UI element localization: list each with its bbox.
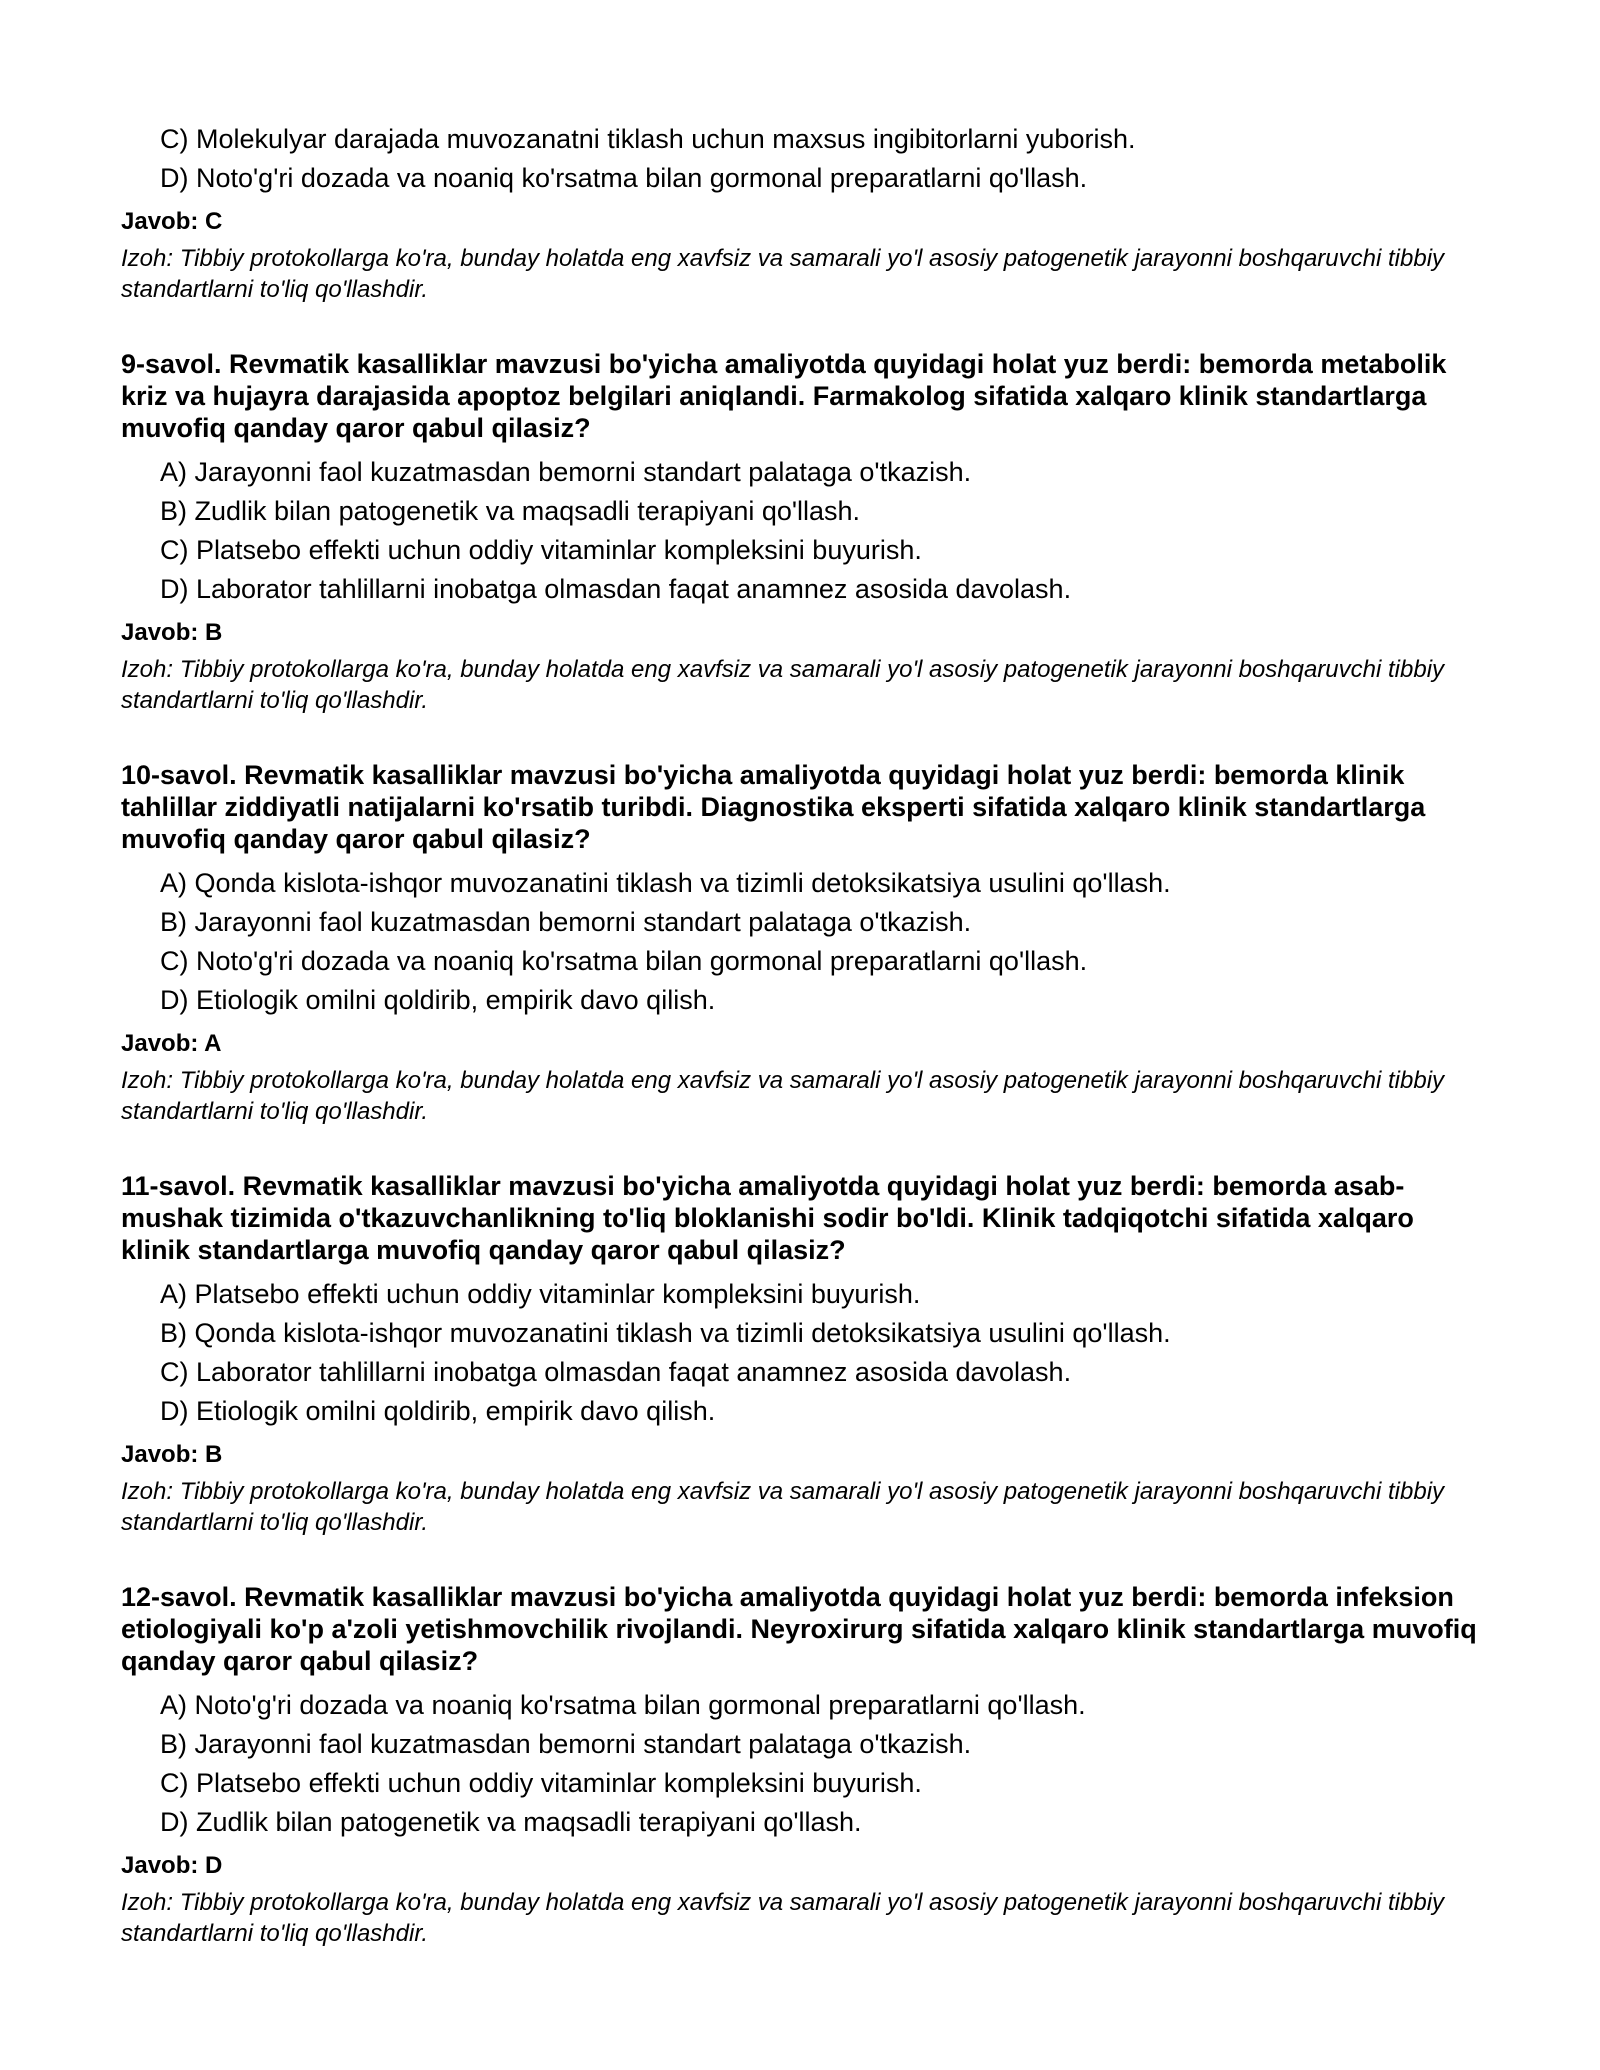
option-b: B) Zudlik bilan patogenetik va maqsadli terapiyani qo'llash. — [160, 496, 861, 526]
question-title: 10-savol. Revmatik kasalliklar mavzusi bo'yicha amaliyotda quyidagi holat yuz berdi: bemorda klinik tahlillar ziddiyatli natijalarni ko'rsatib turibdi. Diagnostika eksperti sifatida xalqaro klinik standartlarga muvofiq qanday qaror qabul qilasiz? — [121, 760, 1426, 854]
answer-label: Javob: B — [121, 619, 223, 646]
explanation-note: Izoh: Tibbiy protokollarga ko'ra, bunday holatda eng xavfsiz va samarali yo'l asosiy patogenetik jarayonni boshqaruvchi tibbiy standartlarni to'liq qo'llashdir. — [121, 1478, 1445, 1536]
question-title: 12-savol. Revmatik kasalliklar mavzusi bo'yicha amaliyotda quyidagi holat yuz berdi: bemorda infeksion etiologiyali ko'p a'zoli yetishmovchilik rivojlandi. Neyroxirurg sifatida xalqaro klinik standartlarga muvofiq qanday qaror qabul qilasiz? — [121, 1582, 1477, 1676]
option-d: D) Etiologik omilni qoldirib, empirik davo qilish. — [160, 985, 716, 1015]
answer-label: Javob: A — [121, 1030, 222, 1057]
question-8-continuation — [121, 120, 1481, 305]
option-b: B) Qonda kislota-ishqor muvozanatini tiklash va tizimli detoksikatsiya usulini qo'llash. — [160, 1318, 1171, 1348]
explanation-note: Izoh: Tibbiy protokollarga ko'ra, bunday holatda eng xavfsiz va samarali yo'l asosiy patogenetik jarayonni boshqaruvchi tibbiy standartlarni to'liq qo'llashdir. — [121, 245, 1445, 303]
question-title: 11-savol. Revmatik kasalliklar mavzusi bo'yicha amaliyotda quyidagi holat yuz berdi: bemorda asab-mushak tizimida o'tkazuvchanlikning to'liq bloklanishi sodir bo'ldi. Klinik tadqiqotchi sifatida xalqaro klinik standartlarga muvofiq qanday qaror qabul qilasiz? — [121, 1171, 1414, 1265]
explanation-note: Izoh: Tibbiy protokollarga ko'ra, bunday holatda eng xavfsiz va samarali yo'l asosiy patogenetik jarayonni boshqaruvchi tibbiy standartlarni to'liq qo'llashdir. — [121, 656, 1445, 714]
option-c: C) Noto'g'ri dozada va noaniq ko'rsatma bilan gormonal preparatlarni qo'llash. — [160, 946, 1088, 976]
option-d: D) Noto'g'ri dozada va noaniq ko'rsatma bilan gormonal preparatlarni qo'llash. — [160, 163, 1088, 193]
question-title: 9-savol. Revmatik kasalliklar mavzusi bo'yicha amaliyotda quyidagi holat yuz berdi: bemorda metabolik kriz va hujayra darajasida apoptoz belgilari aniqlandi. Farmakolog sifatida xalqaro klinik standartlarga muvofiq qanday qaror qabul qilasiz? — [121, 349, 1447, 443]
option-c: C) Platsebo effekti uchun oddiy vitaminlar kompleksini buyurish. — [160, 535, 922, 565]
answer-label: Javob: D — [121, 1852, 223, 1879]
option-b: B) Jarayonni faol kuzatmasdan bemorni standart palataga o'tkazish. — [160, 1729, 972, 1759]
question-10 — [121, 759, 1481, 1127]
option-d: D) Laborator tahlillarni inobatga olmasdan faqat anamnez asosida davolash. — [160, 574, 1072, 604]
answer-label: Javob: B — [121, 1441, 223, 1468]
option-d: D) Zudlik bilan patogenetik va maqsadli terapiyani qo'llash. — [160, 1807, 862, 1837]
option-a: A) Noto'g'ri dozada va noaniq ko'rsatma bilan gormonal preparatlarni qo'llash. — [160, 1690, 1086, 1720]
question-9 — [121, 348, 1481, 716]
option-c: C) Molekulyar darajada muvozanatni tiklash uchun maxsus ingibitorlarni yuborish. — [160, 124, 1136, 154]
document-page — [121, 120, 1481, 1949]
answer-options — [121, 864, 1481, 1020]
question-12 — [121, 1581, 1481, 1949]
question-11 — [121, 1170, 1481, 1538]
explanation-note: Izoh: Tibbiy protokollarga ko'ra, bunday holatda eng xavfsiz va samarali yo'l asosiy patogenetik jarayonni boshqaruvchi tibbiy standartlarni to'liq qo'llashdir. — [121, 1889, 1445, 1947]
answer-options — [121, 1275, 1481, 1431]
option-d: D) Etiologik omilni qoldirib, empirik davo qilish. — [160, 1396, 716, 1426]
option-a: A) Platsebo effekti uchun oddiy vitaminlar kompleksini buyurish. — [160, 1279, 921, 1309]
answer-options — [121, 453, 1481, 609]
explanation-note: Izoh: Tibbiy protokollarga ko'ra, bunday holatda eng xavfsiz va samarali yo'l asosiy patogenetik jarayonni boshqaruvchi tibbiy standartlarni to'liq qo'llashdir. — [121, 1067, 1445, 1125]
option-a: A) Qonda kislota-ishqor muvozanatini tiklash va tizimli detoksikatsiya usulini qo'llash. — [160, 868, 1171, 898]
answer-options — [121, 120, 1481, 198]
option-c: C) Platsebo effekti uchun oddiy vitaminlar kompleksini buyurish. — [160, 1768, 922, 1798]
answer-label: Javob: C — [121, 208, 223, 235]
option-a: A) Jarayonni faol kuzatmasdan bemorni standart palataga o'tkazish. — [160, 457, 972, 487]
option-b: B) Jarayonni faol kuzatmasdan bemorni standart palataga o'tkazish. — [160, 907, 972, 937]
option-c: C) Laborator tahlillarni inobatga olmasdan faqat anamnez asosida davolash. — [160, 1357, 1072, 1387]
answer-options — [121, 1686, 1481, 1842]
